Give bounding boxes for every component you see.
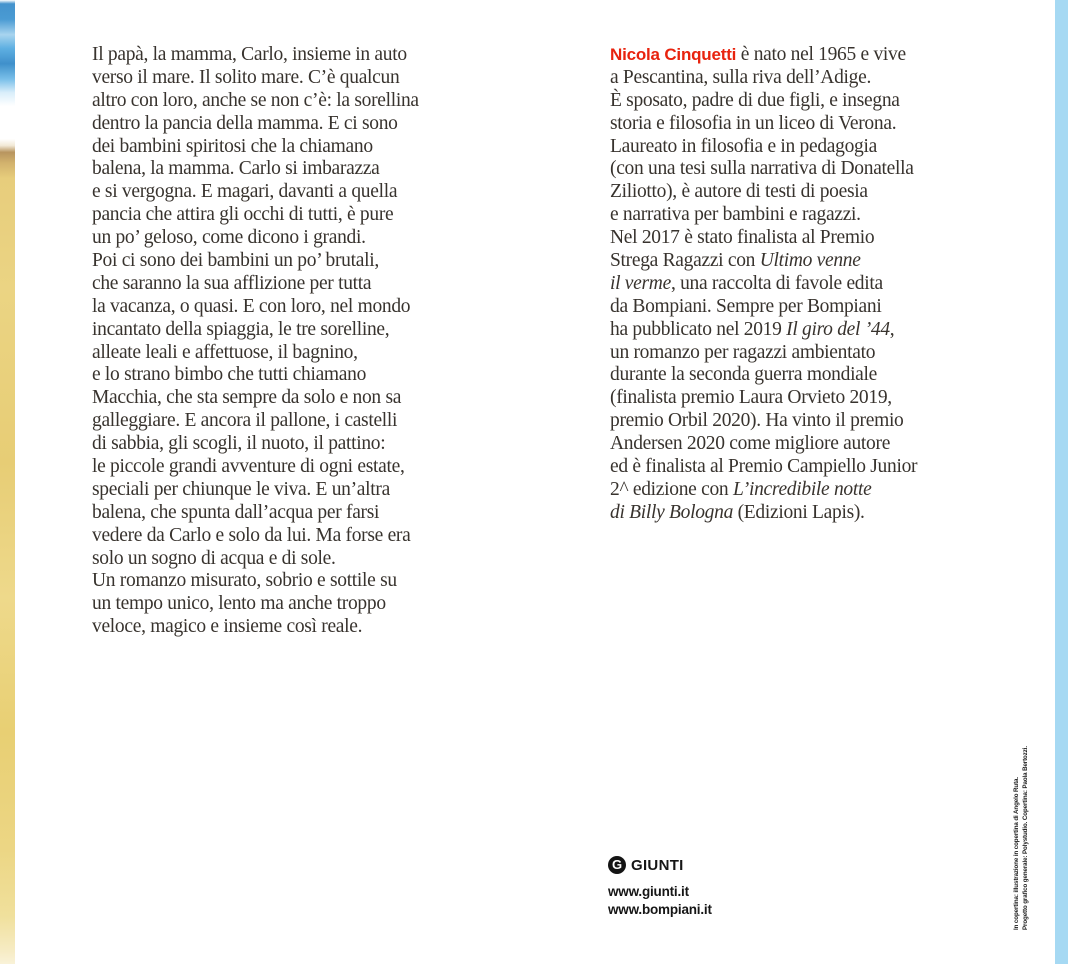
text-line: Strega Ragazzi con Ultimo venne <box>610 250 861 272</box>
text-line: durante la seconda guerra mondiale <box>610 364 878 386</box>
text-line: balena, che spunta dall’acqua per farsi <box>92 501 380 523</box>
italic-title: Ultimo venne <box>759 250 861 272</box>
text-line: altro con loro, anche se non c’è: la sorellina <box>92 89 419 111</box>
text-line: Nicola Cinquetti è nato nel 1965 e vive <box>610 44 906 65</box>
text-line: Un romanzo misurato, sobrio e sottile su <box>92 570 397 592</box>
text-line: di Billy Bologna (Edizioni Lapis). <box>610 501 865 523</box>
text-line: Laureato in filosofia e in pedagogia <box>610 135 877 157</box>
author-name: Nicola Cinquetti <box>610 45 737 64</box>
text-line: pancia che attira gli occhi di tutti, è pure <box>92 204 394 226</box>
text-line: (finalista premio Laura Orvieto 2019, <box>610 387 892 409</box>
text-line: dentro la pancia della mamma. E ci sono <box>92 112 398 134</box>
text-line: vedere da Carlo e solo da lui. Ma forse era <box>92 524 411 546</box>
italic-title: L’incredibile notte <box>732 478 872 500</box>
text-line: ed è finalista al Premio Campiello Junior <box>610 456 918 478</box>
text-line: galleggiare. E ancora il pallone, i castelli <box>92 410 398 432</box>
text-line: e si vergogna. E magari, davanti a quella <box>92 181 398 203</box>
text-line: Ziliotto), è autore di testi di poesia <box>610 181 868 203</box>
credits-line-design: Progetto grafico generale: Polystudio. Copertina: Paola Bertozzi. <box>1021 746 1029 930</box>
text-line: incantato della spiaggia, le tre sorelline, <box>92 318 390 340</box>
text-line: È sposato, padre di due figli, e insegna <box>610 89 900 111</box>
text-line: solo un sogno di acqua e di sole. <box>92 547 336 569</box>
text-line: il verme, una raccolta di favole edita <box>610 272 883 294</box>
text-line: un tempo unico, lento ma anche troppo <box>92 593 386 615</box>
text-line: 2^ edizione con L’incredibile notte <box>610 478 872 500</box>
text-line: Macchia, che sta sempre da solo e non sa <box>92 387 402 409</box>
text-line: un romanzo per ragazzi ambientato <box>610 341 876 363</box>
text-line: la vacanza, o quasi. E con loro, nel mondo <box>92 295 411 317</box>
text-line: Poi ci sono dei bambini un po’ brutali, <box>92 250 379 272</box>
giunti-logo-text: GIUNTI <box>631 856 684 874</box>
text-line: di sabbia, gli scogli, il nuoto, il pattino: <box>92 433 386 455</box>
text-line: un po’ geloso, come dicono i grandi. <box>92 227 366 249</box>
italic-title: il verme <box>610 272 671 294</box>
text-line: Il papà, la mamma, Carlo, insieme in auto <box>92 44 407 65</box>
publisher-urls <box>608 883 712 919</box>
text-line: a Pescantina, sulla riva dell’Adige. <box>610 66 872 88</box>
italic-title: di Billy Bologna <box>610 501 734 523</box>
text-line: storia e filosofia in un liceo di Verona. <box>610 112 897 134</box>
cover-illustration-edge <box>0 0 15 964</box>
text-line: speciali per chiunque le viva. E un’altra <box>92 478 390 500</box>
giunti-url: www.giunti.it <box>608 884 689 899</box>
text-line: dei bambini spiritosi che la chiamano <box>92 135 373 157</box>
text-line: verso il mare. Il solito mare. C’è qualcun <box>92 66 400 88</box>
text-line: balena, la mamma. Carlo si imbarazza <box>92 158 380 180</box>
credits-vertical-text <box>1013 746 1031 930</box>
blue-edge-strip <box>1055 0 1068 964</box>
text-line: (con una tesi sulla narrativa di Donatella <box>610 158 914 180</box>
giunti-logo-icon: G <box>608 856 626 874</box>
text-line: veloce, magico e insieme così reale. <box>92 616 363 638</box>
text-line: che saranno la sua afflizione per tutta <box>92 272 372 294</box>
text-line: ha pubblicato nel 2019 Il giro del ’44, <box>610 318 895 340</box>
bompiani-url: www.bompiani.it <box>608 902 712 917</box>
text-line: alleate leali e affettuose, il bagnino, <box>92 341 358 363</box>
text-line: le piccole grandi avventure di ogni estate, <box>92 456 405 478</box>
author-bio-column <box>610 44 982 525</box>
publisher-block <box>608 856 712 919</box>
italic-title: Il giro del ’44 <box>786 318 890 340</box>
giunti-logo <box>608 856 712 874</box>
credits-line-illustration: In copertina: illustrazione in copertina di Angelo Ruta. <box>1013 777 1020 930</box>
text-line: premio Orbil 2020). Ha vinto il premio <box>610 410 904 432</box>
text-line: Nel 2017 è stato finalista al Premio <box>610 227 875 249</box>
text-line: Andersen 2020 come migliore autore <box>610 433 891 455</box>
text-line: da Bompiani. Sempre per Bompiani <box>610 295 882 317</box>
text-line: e lo strano bimbo che tutti chiamano <box>92 364 367 386</box>
synopsis-column <box>92 44 464 639</box>
text-line: e narrativa per bambini e ragazzi. <box>610 204 861 226</box>
